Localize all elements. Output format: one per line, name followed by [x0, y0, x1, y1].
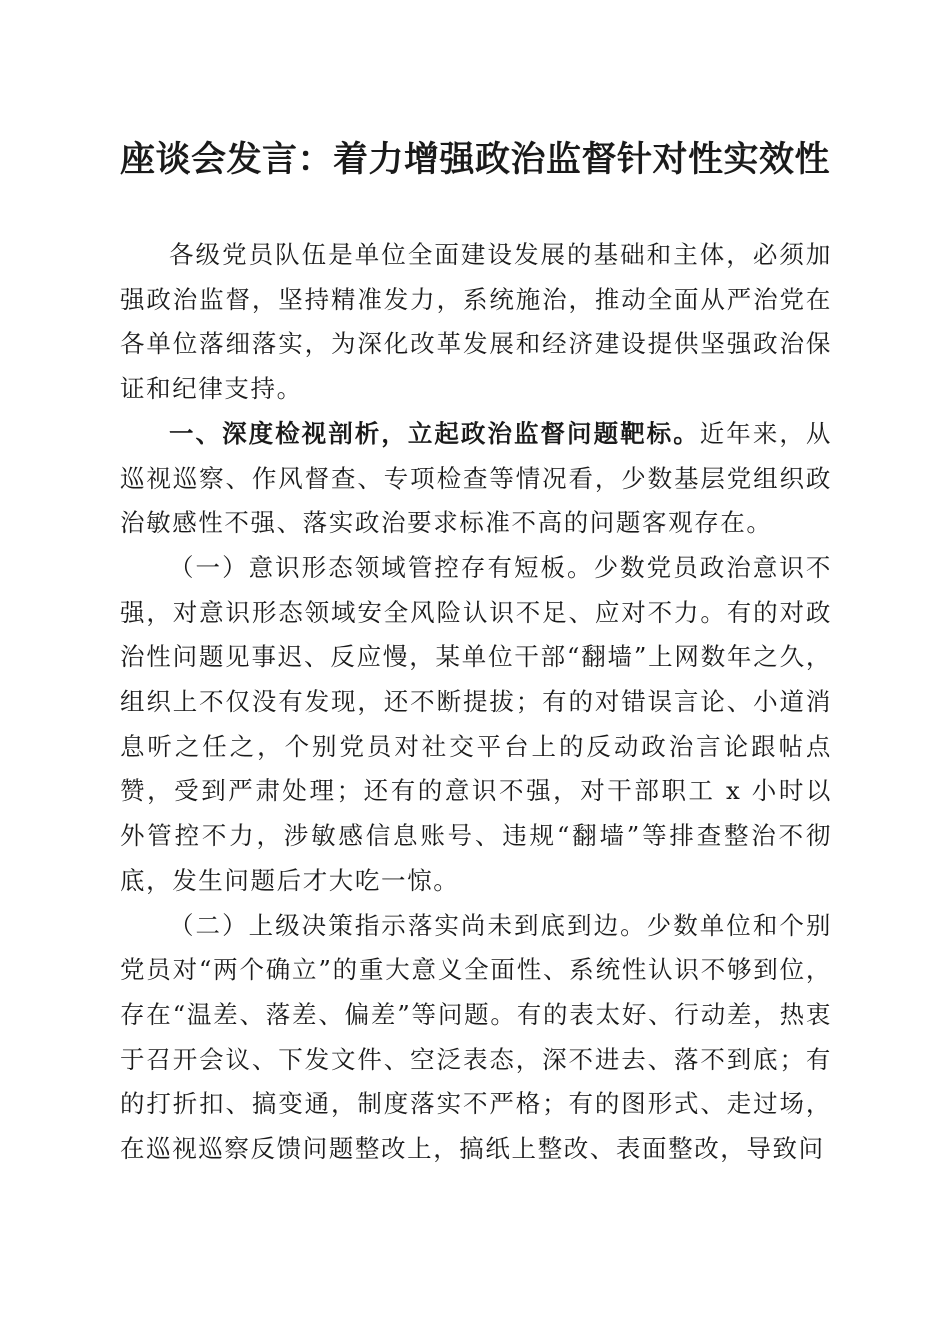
subsection-1-text: 少数党员政治意识不强，对意识形态领域安全风险认识不足、应对不力。有的对政治性问题见事迟、反应慢，某单位干部“翻墙”上网数年之久，组织上不仅没有发现，还不断提拔；有的对错误言论、小道消息听之任之，个别党员对社交平台上的反动政治言论跟帖点赞，受到严肃处理；还有的意识不强，对干部职工 x 小时以外管控不力，涉敏感信息账号、违规“翻墙”等排查整治不彻底，发生问题后才大吃一惊。 [120, 552, 832, 895]
section-1-paragraph [120, 412, 832, 546]
section-1-text: 近年来，从巡视巡察、作风督查、专项检查等情况看，少数基层党组织政治敏感性不强、落实政治要求标准不高的问题客观存在。 [120, 418, 832, 538]
subsection-1-heading: （一）意识形态领域管控存有短板。 [169, 552, 594, 582]
subsection-1-paragraph [120, 546, 832, 904]
subsection-2-heading: （二）上级决策指示落实尚未到底到边。 [169, 910, 647, 940]
subsection-2-paragraph [120, 904, 832, 1172]
document-body [120, 233, 832, 1172]
document-title: 座谈会发言：着力增强政治监督针对性实效性 [119, 140, 830, 180]
subsection-2-text: 少数单位和个别党员对“两个确立”的重大意义全面性、系统性认识不够到位，存在“温差、落差、偏差”等问题。有的表太好、行动差，热衷于召开会议、下发文件、空泛表态，深不进去、落不到底；有的打折扣、搞变通，制度落实不严格；有的图形式、走过场，在巡视巡察反馈问题整改上，搞纸上整改、表面整改，导致问 [120, 910, 832, 1164]
intro-paragraph: 各级党员队伍是单位全面建设发展的基础和主体，必须加强政治监督，坚持精准发力，系统施治，推动全面从严治党在各单位落细落实，为深化改革发展和经济建设提供坚强政治保证和纪律支持。 [120, 240, 832, 404]
section-1-heading: 一、深度检视剖析，立起政治监督问题靶标。 [169, 418, 700, 448]
